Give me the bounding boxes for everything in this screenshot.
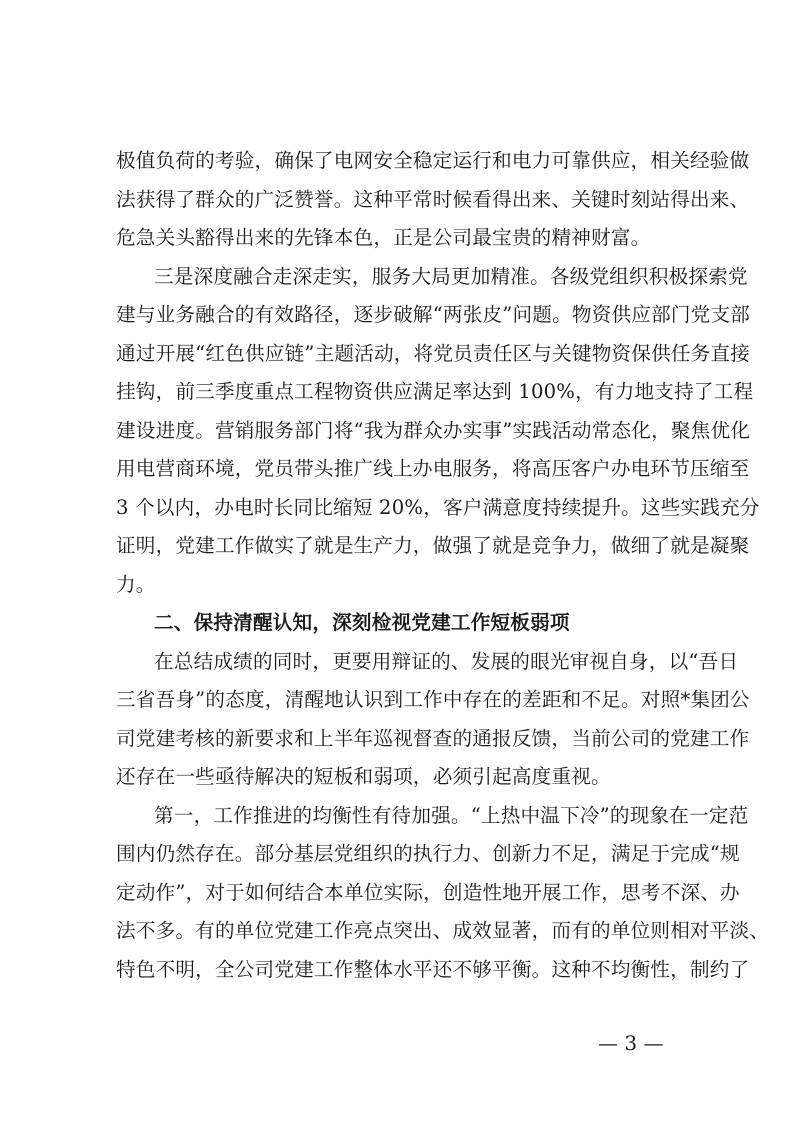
paragraph-line: 法获得了群众的广泛赞誉。这种平常时候看得出来、关键时刻站得出来、 <box>116 187 750 211</box>
paragraph-line: 特色不明，全公司党建工作整体水平还不够平衡。这种不均衡性，制约了 <box>116 957 750 981</box>
paragraph-line: 力。 <box>116 572 156 596</box>
paragraph-line: 建设进度。营销服务部门将“我为群众办实事”实践活动常态化，聚焦优化 <box>116 418 751 442</box>
paragraph-line: 3 个以内，办电时长同比缩短 20%，客户满意度持续提升。这些实践充分 <box>116 495 760 519</box>
paragraph-line: 通过开展“红色供应链”主题活动，将党员责任区与关键物资保供任务直接 <box>116 341 751 365</box>
page-number: — 3 — <box>598 1031 664 1055</box>
paragraph-line: 第一，工作推进的均衡性有待加强。“上热中温下冷”的现象在一定范 <box>154 803 749 827</box>
paragraph-line: 在总结成绩的同时，更要用辩证的、发展的眼光审视自身，以“吾日 <box>154 649 739 673</box>
paragraph-line: 三省吾身”的态度，清醒地认识到工作中存在的差距和不足。对照*集团公 <box>116 688 750 711</box>
document-body <box>116 142 770 989</box>
paragraph-line: 挂钩，前三季度重点工程物资供应满足率达到 100%，有力地支持了工程 <box>116 380 754 403</box>
paragraph-line: 法不多。有的单位党建工作亮点突出、成效显著，而有的单位则相对平淡、 <box>116 919 770 942</box>
paragraph-line: 围内仍然存在。部分基层党组织的执行力、创新力不足，满足于完成“规 <box>116 842 740 865</box>
paragraph-line: 还存在一些亟待解决的短板和弱项，必须引起高度重视。 <box>116 765 611 788</box>
paragraph-line: 证明，党建工作做实了就是生产力，做强了就是竞争力，做细了就是凝聚 <box>116 534 750 557</box>
paragraph-line: 极值负荷的考验，确保了电网安全稳定运行和电力可靠供应，相关经验做 <box>116 149 750 172</box>
paragraph-line: 司党建考核的新要求和上半年巡视督查的通报反馈，当前公司的党建工作 <box>116 726 750 750</box>
paragraph-line: 危急关头豁得出来的先锋本色，正是公司最宝贵的精神财富。 <box>116 226 651 249</box>
section-heading: 二、保持清醒认知，深刻检视党建工作短板弱项 <box>154 611 570 634</box>
paragraph-line: 三是深度融合走深走实，服务大局更加精准。各级党组织积极探索党 <box>154 264 748 288</box>
paragraph-line: 用电营商环境，党员带头推广线上办电服务，将高压客户办电环节压缩至 <box>116 457 750 480</box>
paragraph-line: 定动作”，对于如何结合本单位实际，创造性地开展工作，思考不深、办 <box>116 880 740 904</box>
paragraph-line: 建与业务融合的有效路径，逐步破解“两张皮”问题。物资供应部门党支部 <box>116 303 751 326</box>
